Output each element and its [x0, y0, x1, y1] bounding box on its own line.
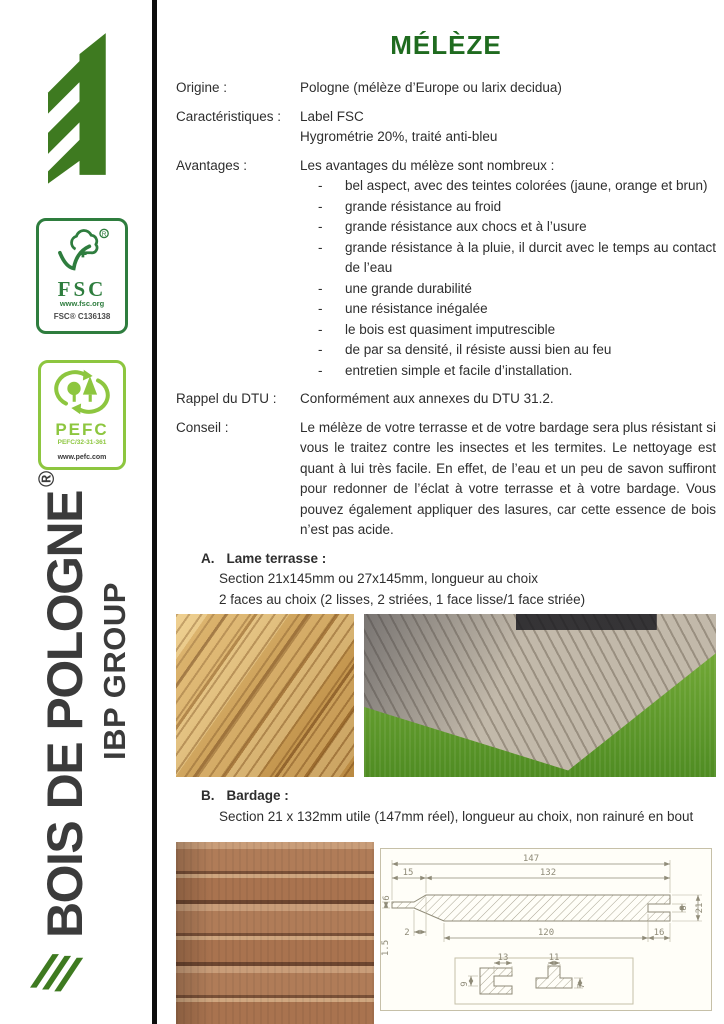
bullet-item — [300, 197, 716, 218]
fsc-license-code: FSC® C136138 — [53, 312, 111, 321]
bullet-item — [300, 176, 716, 197]
section-letter: B. — [201, 788, 215, 803]
bullet-item — [300, 361, 716, 382]
terrasse-photos — [176, 614, 716, 777]
spec-value — [300, 78, 716, 99]
brand-vertical-text — [16, 471, 134, 938]
spec-label: Origine : — [176, 80, 228, 95]
vertical-divider — [152, 0, 157, 1024]
photo-bardage — [176, 842, 374, 1024]
section-letter: A. — [201, 550, 215, 566]
company-logo-icon — [34, 24, 118, 184]
section-line: Section 21 x 132mm utile (147mm réel), longueur au choix, non rainuré en bout — [219, 808, 694, 824]
bullet-marker: - — [318, 362, 323, 378]
spec-line: Label FSC — [300, 108, 364, 124]
svg-text:132: 132 — [539, 868, 557, 878]
section-title: Bardage : — [226, 788, 289, 803]
bullet-text: entretien simple et facile d’installation. — [345, 362, 573, 378]
spec-row — [176, 78, 716, 99]
svg-text:13: 13 — [497, 953, 509, 963]
bullet-marker: - — [318, 280, 323, 296]
bullet-text: grande résistance aux chocs et à l’usure — [345, 219, 587, 234]
brand-group: IBP GROUP — [97, 582, 132, 760]
bullet-text: une résistance inégalée — [345, 301, 488, 316]
pefc-license-code: PEFC/32-31-361 — [57, 439, 107, 446]
svg-text:1.5: 1.5 — [381, 939, 391, 957]
sidebar — [0, 0, 152, 1024]
fsc-tree-check-icon — [54, 227, 110, 273]
section-line: Section 21x145mm ou 27x145mm, longueur au choix — [219, 571, 538, 586]
spec-value — [300, 418, 716, 541]
spec-line: Conformément aux annexes du DTU 31.2. — [300, 391, 554, 406]
bullet-marker: - — [318, 301, 323, 316]
fsc-acronym: FSC — [57, 277, 107, 301]
bullet-item — [300, 299, 716, 320]
pefc-certification-badge — [38, 360, 126, 470]
pefc-trees-icon — [53, 368, 111, 416]
brand-stripes-icon — [30, 944, 86, 994]
brand-name: BOIS DE POLOGNE® — [34, 470, 93, 938]
bardage-row — [176, 842, 716, 1024]
photo-terrasse-closeup — [176, 614, 354, 777]
spec-line: Les avantages du mélèze sont nombreux : — [300, 157, 555, 173]
svg-text:8: 8 — [679, 905, 689, 911]
pefc-acronym: PEFC — [55, 420, 109, 439]
spec-value — [300, 156, 716, 382]
section-a-heading — [176, 549, 716, 570]
photo-terrasse-installed — [364, 614, 716, 777]
spec-label: Rappel du DTU : — [176, 391, 277, 406]
bardage-profile-drawing — [380, 848, 712, 1011]
bullet-marker: - — [318, 219, 323, 234]
bullet-marker: - — [318, 239, 323, 255]
spec-value — [300, 107, 716, 148]
fsc-certification-badge — [36, 218, 128, 334]
spec-value — [300, 389, 716, 410]
pefc-website: www.pefc.com — [57, 454, 107, 461]
bullet-item — [300, 320, 716, 341]
spec-line: Pologne (mélèze d’Europe ou larix decidua) — [300, 80, 562, 95]
bullet-text: grande résistance à la pluie, il durcit avec le temps au contact de l’eau — [345, 239, 716, 275]
spec-fields — [176, 78, 716, 541]
spec-line: Hygrométrie 20%, traité anti-bleu — [300, 129, 498, 144]
bullet-item — [300, 340, 716, 361]
spec-row — [176, 389, 716, 410]
spec-label: Caractéristiques : — [176, 108, 282, 124]
bullet-item — [300, 217, 716, 238]
spec-row — [176, 418, 716, 541]
section-a-lines — [176, 569, 716, 610]
section-b-heading — [176, 786, 716, 807]
registered-trademark: ® — [34, 470, 59, 487]
spec-row — [176, 156, 716, 382]
svg-text:120: 120 — [537, 928, 555, 938]
bullet-marker: - — [318, 321, 323, 337]
svg-text:7: 7 — [577, 983, 587, 989]
spec-paragraph: Le mélèze de votre terrasse et de votre bardage sera plus résistant si vous le traitez contre les insectes et les termites. Le nettoyage est quant à lui très facile. En effet, de l’eau et un peu de savon suffiront pour redonner de l’éclat à votre terrasse et à votre bardage. Vous pouvez également appliquer des lasures, car cette essence de bois n’est pas acide. — [300, 419, 716, 537]
main-content — [176, 0, 716, 1024]
section-title: Lame terrasse : — [226, 550, 327, 566]
spec-label: Avantages : — [176, 157, 248, 173]
bullet-text: le bois est quasiment imputrescible — [345, 321, 556, 337]
page-title: MÉLÈZE — [390, 30, 502, 60]
svg-text:16: 16 — [653, 928, 665, 938]
svg-text:147: 147 — [522, 854, 540, 864]
bullet-marker: - — [318, 342, 323, 357]
bullet-text: grande résistance au froid — [345, 198, 502, 214]
spec-label: Conseil : — [176, 419, 229, 435]
bullet-item — [300, 279, 716, 300]
svg-text:11: 11 — [548, 953, 560, 963]
bullet-item — [300, 238, 716, 279]
section-b-lines — [176, 807, 716, 828]
section-line: 2 faces au choix (2 lisses, 2 striées, 1 face lisse/1 face striée) — [219, 591, 586, 607]
bullet-text: bel aspect, avec des teintes colorées (jaune, orange et brun) — [345, 178, 708, 193]
bullet-marker: - — [318, 178, 323, 193]
bullet-text: de par sa densité, il résiste aussi bien au feu — [345, 342, 612, 357]
svg-text:21: 21 — [695, 902, 705, 914]
bullet-marker: - — [318, 198, 323, 214]
svg-text:6: 6 — [382, 895, 392, 901]
svg-text:15: 15 — [402, 868, 414, 878]
bullet-text: une grande durabilité — [345, 280, 472, 296]
svg-text:2: 2 — [404, 928, 410, 938]
fsc-website: www.fsc.org — [59, 299, 105, 308]
svg-text:9: 9 — [460, 981, 470, 987]
svg-text:R: R — [101, 230, 107, 238]
spec-row — [176, 107, 716, 148]
